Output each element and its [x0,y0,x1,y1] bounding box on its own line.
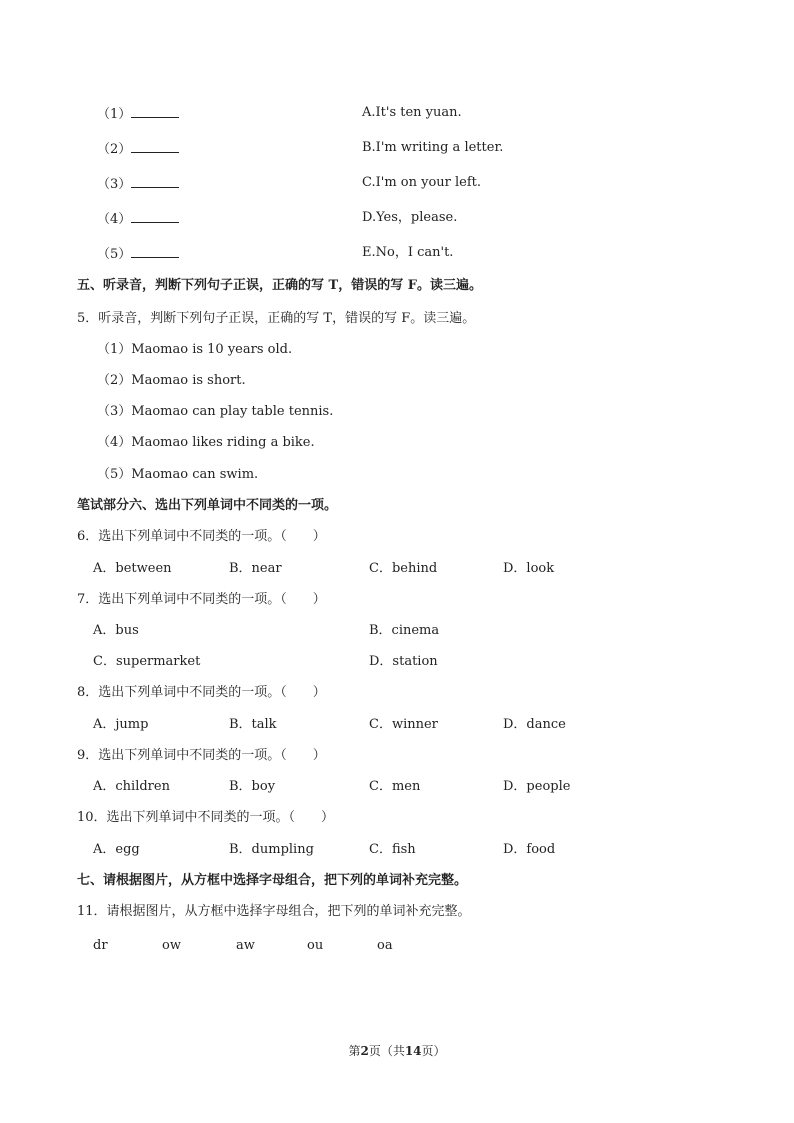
question-stem: 5．听录音，判断下列句子正误，正确的写 T，错误的写 F。读三遍。 [77,311,476,326]
option-d[interactable]: D．food [503,842,556,857]
option-c[interactable]: C．fish [369,842,416,857]
list-item: （1）Maomao is 10 years old. [97,342,293,357]
match-left-5: （5） [97,245,179,263]
option-a[interactable]: A．bus [93,623,139,638]
section-heading: 五、听录音，判断下列句子正误，正确的写 T，错误的写 F。读三遍。 [77,278,482,293]
option-d[interactable]: D．people [503,779,571,794]
letter-combo: ou [307,938,324,953]
option-b[interactable]: B．boy [229,779,276,794]
match-right-b: B.I'm writing a letter. [362,140,504,155]
match-right-d: D.Yes，please. [362,210,458,225]
option-a[interactable]: A．egg [93,842,140,857]
option-c[interactable]: C．supermarket [93,654,201,669]
option-d[interactable]: D．look [503,561,555,576]
section-heading: 笔试部分六、选出下列单词中不同类的一项。 [77,498,338,513]
letter-combo: dr [93,938,108,953]
answer-blank[interactable] [131,210,179,223]
option-a[interactable]: A．between [93,561,172,576]
question-stem: 6．选出下列单词中不同类的一项。（ ） [77,529,326,544]
page-footer: 第2页（共14页） [348,1044,446,1058]
question-stem: 10．选出下列单词中不同类的一项。（ ） [77,810,335,825]
option-a[interactable]: A．jump [93,717,149,732]
answer-blank[interactable] [131,175,179,188]
answer-blank[interactable] [131,245,179,258]
match-left-3: （3） [97,175,179,193]
option-c[interactable]: C．men [369,779,421,794]
option-c[interactable]: C．winner [369,717,438,732]
option-d[interactable]: D．station [369,654,438,669]
list-item: （2）Maomao is short. [97,373,246,388]
match-left-1: （1） [97,105,179,123]
letter-combo: aw [236,938,255,953]
match-right-a: A.It's ten yuan. [362,105,462,120]
option-b[interactable]: B．talk [229,717,277,732]
question-stem: 7．选出下列单词中不同类的一项。（ ） [77,592,326,607]
option-b[interactable]: B．dumpling [229,842,314,857]
letter-combo: ow [162,938,181,953]
letter-combo: oa [377,938,393,953]
option-b[interactable]: B．near [229,561,282,576]
section-heading: 七、请根据图片，从方框中选择字母组合，把下列的单词补充完整。 [77,873,468,888]
option-b[interactable]: B．cinema [369,623,440,638]
match-right-e: E.No，I can't. [362,245,454,260]
option-d[interactable]: D．dance [503,717,566,732]
match-right-c: C.I'm on your left. [362,175,482,190]
answer-blank[interactable] [131,105,179,118]
list-item: （5）Maomao can swim. [97,467,259,482]
option-a[interactable]: A．children [93,779,170,794]
answer-blank[interactable] [131,140,179,153]
question-stem: 11．请根据图片，从方框中选择字母组合，把下列的单词补充完整。 [77,904,471,919]
question-stem: 9．选出下列单词中不同类的一项。（ ） [77,748,326,763]
match-left-4: （4） [97,210,179,228]
option-c[interactable]: C．behind [369,561,438,576]
list-item: （4）Maomao likes riding a bike. [97,435,315,450]
match-left-2: （2） [97,140,179,158]
list-item: （3）Maomao can play table tennis. [97,404,334,419]
question-stem: 8．选出下列单词中不同类的一项。（ ） [77,685,326,700]
